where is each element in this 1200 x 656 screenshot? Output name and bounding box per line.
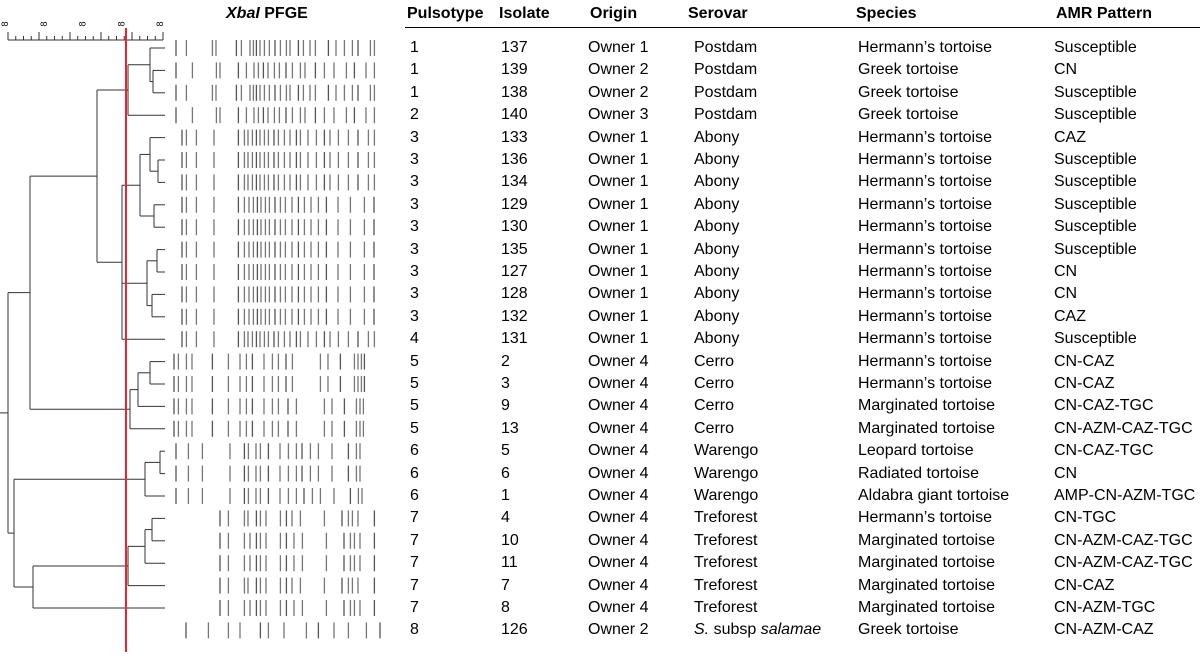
serovar-cell: Abony: [694, 173, 740, 191]
table-row: [0, 552, 1200, 574]
table-row: [0, 597, 1200, 619]
origin-cell: Owner 2: [588, 61, 649, 79]
table-row: [0, 37, 1200, 59]
isolate-cell: 11: [501, 554, 518, 572]
pulsotype-cell: 6: [410, 464, 419, 482]
header-rule: [405, 27, 1200, 28]
species-cell: Hermann’s tortoise: [858, 240, 992, 258]
isolate-cell: 1: [501, 487, 510, 504]
table-row: [0, 463, 1200, 485]
header-serovar: Serovar: [688, 5, 748, 22]
table-row: [0, 216, 1200, 238]
serovar-cell: Postdam: [694, 39, 758, 56]
header-isolate: Isolate: [499, 5, 550, 22]
pulsotype-cell: 5: [410, 375, 419, 392]
table-row: [0, 619, 1200, 641]
origin-cell: Owner 3: [588, 106, 649, 124]
isolate-cell: 126: [501, 621, 528, 639]
isolate-cell: 3: [501, 375, 510, 392]
isolate-cell: 140: [501, 106, 528, 124]
species-cell: Marginated tortoise: [858, 576, 995, 594]
species-cell: Hermann’s tortoise: [858, 39, 992, 56]
origin-cell: Owner 4: [588, 442, 649, 460]
amr-cell: CN: [1054, 61, 1078, 79]
pulsotype-cell: 7: [410, 531, 419, 549]
serovar-cell: Warengo: [694, 487, 759, 504]
table-row: [0, 485, 1200, 507]
amr-cell: Susceptible: [1054, 195, 1137, 213]
scale-tick-label: 8: [116, 21, 127, 27]
serovar-cell: Treforest: [694, 599, 758, 616]
amr-cell: AMP-CN-AZM-TGC: [1054, 487, 1196, 504]
amr-cell: CN-AZM-CAZ-TGC: [1054, 531, 1193, 549]
species-cell: Hermann’s tortoise: [858, 509, 992, 527]
amr-cell: CN-CAZ: [1054, 576, 1115, 594]
serovar-cell: Abony: [694, 263, 740, 280]
table-row: [0, 351, 1200, 373]
amr-cell: CN-AZM-CAZ-TGC: [1054, 419, 1193, 437]
serovar-cell: Warengo: [694, 464, 759, 482]
scale-tick-label: 8: [38, 21, 49, 27]
pulsotype-cell: 7: [410, 576, 419, 594]
origin-cell: Owner 4: [588, 464, 649, 482]
header-pfge: [226, 4, 308, 24]
species-cell: Hermann’s tortoise: [858, 330, 992, 348]
table-row: [0, 104, 1200, 126]
pulsotype-cell: 3: [410, 285, 419, 303]
table-row: [0, 239, 1200, 261]
species-cell: Hermann’s tortoise: [858, 352, 992, 370]
species-cell: Marginated tortoise: [858, 554, 995, 572]
pulsotype-cell: 2: [410, 106, 419, 124]
isolate-cell: 9: [501, 397, 510, 415]
serovar-cell: Abony: [694, 151, 740, 168]
isolate-cell: 128: [501, 285, 528, 303]
species-cell: Hermann’s tortoise: [858, 128, 992, 146]
serovar-cell: S. subsp salamae: [694, 621, 822, 639]
serovar-cell: Cerro: [694, 375, 735, 392]
pulsotype-cell: 7: [410, 599, 419, 616]
pulsotype-cell: 7: [410, 554, 419, 572]
isolate-cell: 4: [501, 509, 510, 527]
header-pfge-label: PFGE: [259, 5, 308, 22]
table-row: [0, 283, 1200, 305]
table-row: [0, 171, 1200, 193]
header-species: Species: [856, 5, 917, 22]
table-row: [0, 530, 1200, 552]
species-cell: Hermann’s tortoise: [858, 151, 992, 168]
species-cell: Radiated tortoise: [858, 464, 979, 482]
pulsotype-cell: 1: [410, 61, 419, 79]
pulsotype-cell: 3: [410, 195, 419, 213]
table-row: [0, 149, 1200, 171]
isolate-cell: 139: [501, 61, 528, 79]
isolate-cell: 135: [501, 240, 528, 258]
amr-cell: CN-CAZ: [1054, 375, 1115, 392]
amr-cell: CN: [1054, 263, 1078, 280]
isolate-cell: 132: [501, 307, 528, 325]
serovar-cell: Postdam: [694, 83, 758, 101]
pulsotype-cell: 3: [410, 240, 419, 258]
amr-cell: CN-AZM-CAZ: [1054, 621, 1154, 639]
pulsotype-cell: 1: [410, 39, 419, 56]
isolate-cell: 10: [501, 531, 519, 549]
serovar-cell: Cerro: [694, 419, 735, 437]
pulsotype-cell: 6: [410, 487, 419, 504]
amr-cell: Susceptible: [1054, 39, 1137, 56]
pulsotype-cell: 5: [410, 352, 419, 370]
isolate-cell: 134: [501, 173, 528, 191]
origin-cell: Owner 4: [588, 397, 649, 415]
serovar-cell: Abony: [694, 195, 740, 213]
serovar-cell: Treforest: [694, 554, 758, 572]
amr-cell: CN-TGC: [1054, 509, 1117, 527]
table-row: [0, 59, 1200, 81]
isolate-cell: 127: [501, 263, 528, 280]
species-cell: Greek tortoise: [858, 621, 959, 639]
pulsotype-cell: 3: [410, 263, 419, 280]
scale-tick-label: 8: [77, 21, 88, 27]
amr-cell: CN: [1054, 464, 1078, 482]
header-pfge-enzyme: XbaI: [226, 5, 260, 22]
origin-cell: Owner 4: [588, 554, 649, 572]
isolate-cell: 136: [501, 151, 528, 168]
amr-cell: CAZ: [1054, 128, 1086, 146]
amr-cell: Susceptible: [1054, 83, 1137, 101]
table-row: [0, 575, 1200, 597]
species-cell: Marginated tortoise: [858, 599, 995, 616]
species-cell: Hermann’s tortoise: [858, 375, 992, 392]
serovar-cell: Abony: [694, 218, 740, 236]
isolate-cell: 5: [501, 442, 510, 460]
origin-cell: Owner 4: [588, 352, 649, 370]
scale-tick-label: 8: [155, 21, 165, 27]
header-origin: Origin: [590, 5, 638, 22]
isolate-cell: 13: [501, 419, 519, 437]
isolate-cell: 133: [501, 128, 528, 146]
header-pulsotype: Pulsotype: [407, 5, 484, 22]
pulsotype-cell: 3: [410, 173, 419, 191]
serovar-cell: Warengo: [694, 442, 759, 460]
origin-cell: Owner 4: [588, 375, 649, 392]
isolate-cell: 6: [501, 464, 510, 482]
amr-cell: CAZ: [1054, 307, 1086, 325]
amr-cell: Susceptible: [1054, 106, 1137, 124]
species-cell: Hermann’s tortoise: [858, 195, 992, 213]
amr-cell: CN: [1054, 285, 1078, 303]
origin-cell: Owner 1: [588, 195, 649, 213]
species-cell: Greek tortoise: [858, 106, 959, 124]
origin-cell: Owner 1: [588, 307, 649, 325]
scale-tick-label: 8: [0, 21, 10, 27]
serovar-cell: Treforest: [694, 576, 758, 594]
table-row: [0, 440, 1200, 462]
serovar-cell: Abony: [694, 330, 740, 348]
origin-cell: Owner 1: [588, 39, 649, 56]
origin-cell: Owner 1: [588, 128, 649, 146]
amr-cell: Susceptible: [1054, 218, 1137, 236]
pulsotype-cell: 3: [410, 218, 419, 236]
isolate-cell: 138: [501, 83, 528, 101]
header-amr: AMR Pattern: [1056, 5, 1153, 22]
amr-cell: CN-AZM-CAZ-TGC: [1054, 554, 1193, 572]
serovar-cell: Abony: [694, 307, 740, 325]
amr-cell: Susceptible: [1054, 330, 1137, 348]
serovar-cell: Postdam: [694, 61, 758, 79]
pulsotype-cell: 1: [410, 83, 419, 101]
isolate-cell: 131: [501, 330, 528, 348]
origin-cell: Owner 4: [588, 509, 649, 527]
origin-cell: Owner 1: [588, 151, 649, 168]
species-cell: Greek tortoise: [858, 83, 959, 101]
isolate-cell: 8: [501, 599, 510, 616]
origin-cell: Owner 4: [588, 531, 649, 549]
pulsotype-cell: 8: [410, 621, 419, 639]
table-row: [0, 82, 1200, 104]
origin-cell: Owner 1: [588, 218, 649, 236]
table-row: [0, 418, 1200, 440]
amr-cell: CN-AZM-TGC: [1054, 599, 1156, 616]
pulsotype-cell: 3: [410, 128, 419, 146]
origin-cell: Owner 1: [588, 263, 649, 280]
origin-cell: Owner 2: [588, 83, 649, 101]
serovar-cell: Abony: [694, 128, 740, 146]
isolate-cell: 7: [501, 576, 510, 594]
origin-cell: Owner 4: [588, 487, 649, 504]
amr-cell: CN-CAZ: [1054, 352, 1115, 370]
serovar-cell: Cerro: [694, 352, 735, 370]
table-row: [0, 194, 1200, 216]
species-cell: Greek tortoise: [858, 61, 959, 79]
species-cell: Hermann’s tortoise: [858, 285, 992, 303]
isolate-cell: 129: [501, 195, 528, 213]
isolate-cell: 2: [501, 352, 510, 370]
origin-cell: Owner 4: [588, 599, 649, 616]
origin-cell: Owner 4: [588, 576, 649, 594]
pulsotype-cell: 3: [410, 307, 419, 325]
serovar-cell: Treforest: [694, 531, 758, 549]
amr-cell: Susceptible: [1054, 240, 1137, 258]
pulsotype-cell: 4: [410, 330, 419, 348]
species-cell: Hermann’s tortoise: [858, 218, 992, 236]
species-cell: Hermann’s tortoise: [858, 307, 992, 325]
origin-cell: Owner 1: [588, 173, 649, 191]
pulsotype-cell: 6: [410, 442, 419, 460]
table-row: [0, 373, 1200, 395]
isolate-cell: 137: [501, 39, 528, 56]
species-cell: Aldabra giant tortoise: [858, 487, 1010, 504]
pulsotype-cell: 5: [410, 397, 419, 415]
serovar-cell: Postdam: [694, 106, 758, 124]
origin-cell: Owner 1: [588, 330, 649, 348]
pulsotype-cell: 5: [410, 419, 419, 437]
table-row: [0, 306, 1200, 328]
amr-cell: CN-CAZ-TGC: [1054, 397, 1154, 415]
serovar-cell: Treforest: [694, 509, 758, 527]
species-cell: Hermann’s tortoise: [858, 263, 992, 280]
species-cell: Marginated tortoise: [858, 397, 995, 415]
table-row: [0, 395, 1200, 417]
origin-cell: Owner 4: [588, 419, 649, 437]
table-row: [0, 507, 1200, 529]
table-row: [0, 127, 1200, 149]
amr-cell: Susceptible: [1054, 173, 1137, 191]
amr-cell: CN-CAZ-TGC: [1054, 442, 1154, 460]
table-row: [0, 328, 1200, 350]
serovar-cell: Abony: [694, 285, 740, 303]
isolate-cell: 130: [501, 218, 528, 236]
pulsotype-cell: 3: [410, 151, 419, 168]
species-cell: Leopard tortoise: [858, 442, 974, 460]
species-cell: Marginated tortoise: [858, 531, 995, 549]
amr-cell: Susceptible: [1054, 151, 1137, 168]
table-row: [0, 261, 1200, 283]
species-cell: Hermann’s tortoise: [858, 173, 992, 191]
species-cell: Marginated tortoise: [858, 419, 995, 437]
serovar-cell: Abony: [694, 240, 740, 258]
origin-cell: Owner 1: [588, 285, 649, 303]
serovar-cell: Cerro: [694, 397, 735, 415]
origin-cell: Owner 1: [588, 240, 649, 258]
origin-cell: Owner 2: [588, 621, 649, 639]
pulsotype-cell: 7: [410, 509, 419, 527]
